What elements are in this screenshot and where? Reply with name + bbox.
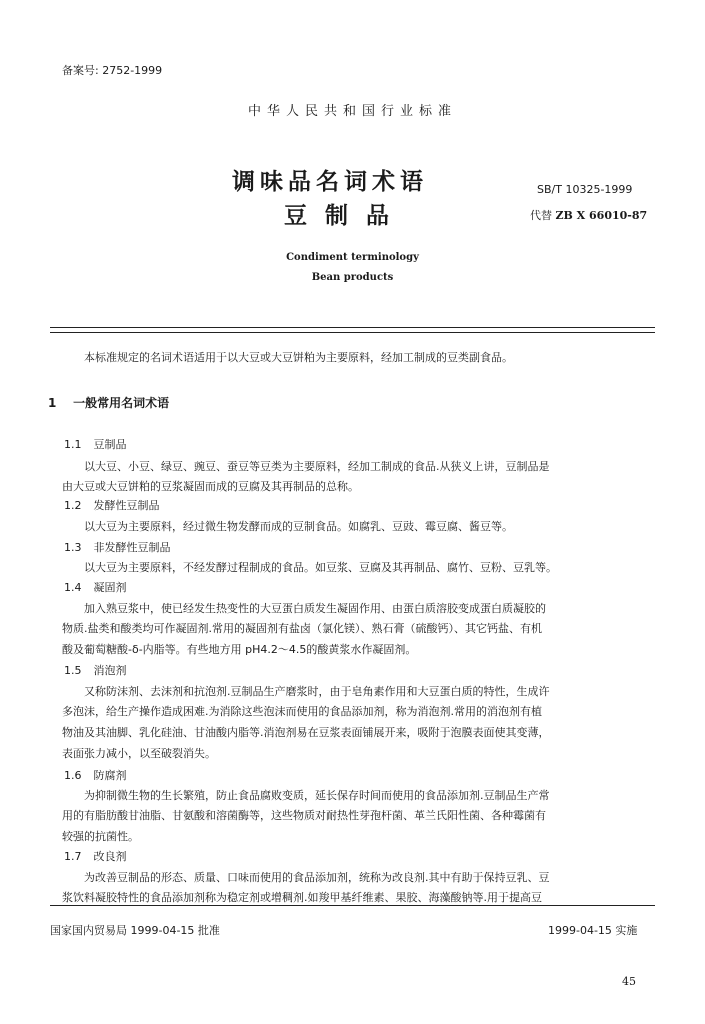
term-number: 1.5 [64, 664, 82, 677]
term-definition-line: 以大豆为主要原料，不经发酵过程制成的食品。如豆浆、豆腐及其再制品、腐竹、豆粉、豆乳等。 [84, 561, 557, 574]
term-title: 防腐剂 [93, 769, 127, 782]
filing-number: 备案号: 2752-1999 [62, 64, 163, 77]
implementation-date: 1999-04-15 实施 [548, 924, 638, 937]
term-heading [64, 539, 171, 555]
scope-statement: 本标准规定的名词术语适用于以大豆或大豆饼粕为主要原料，经加工制成的豆类副食品。 [84, 351, 513, 364]
term-heading [64, 497, 160, 513]
term-heading [64, 436, 127, 452]
term-heading [64, 767, 127, 783]
term-definition-line: 以大豆、小豆、绿豆、豌豆、蚕豆等豆类为主要原料，经加工制成的食品.从狭义上讲，豆制品是 [84, 460, 550, 473]
header-rule-top [50, 327, 655, 328]
document-title-line2: 豆制品 [284, 203, 407, 229]
document-title-line1: 调味品名词术语 [232, 169, 428, 195]
term-number: 1.4 [64, 581, 82, 594]
term-title: 豆制品 [93, 438, 127, 451]
approval-date: 国家国内贸易局 1999-04-15 批准 [50, 924, 220, 937]
footer-rule [50, 905, 655, 906]
standard-number: SB/T 10325-1999 [537, 183, 633, 196]
term-definition-line: 物油及其油脚、乳化硅油、甘油酸内脂等.消泡剂易在豆浆表面铺展开来，吸附于泡膜表面使其变薄， [62, 726, 550, 739]
term-definition-line: 较强的抗菌性。 [62, 830, 139, 843]
english-title-line2: Bean products [311, 272, 394, 283]
section-title: 一般常用名词术语 [73, 396, 170, 410]
term-definition-line: 加入熟豆浆中，使已经发生热变性的大豆蛋白质发生凝固作用、由蛋白质溶胶变成蛋白质凝胶的 [84, 602, 546, 615]
term-number: 1.1 [64, 438, 82, 451]
term-title: 消泡剂 [93, 664, 127, 677]
term-number: 1.6 [64, 769, 82, 782]
term-heading [64, 662, 127, 678]
term-heading [64, 579, 127, 595]
term-definition-line: 以大豆为主要原料，经过微生物发酵而成的豆制食品。如腐乳、豆豉、霉豆腐、酱豆等。 [84, 520, 513, 533]
issuer-heading: 中华人民共和国行业标准 [247, 104, 457, 119]
term-definition-line: 为改善豆制品的形态、质量、口味而使用的食品添加剂，统称为改良剂.其中有助于保持豆乳、豆 [84, 871, 550, 884]
english-title-line1: Condiment terminology [286, 252, 419, 263]
term-number: 1.2 [64, 499, 82, 512]
replaces-code: ZB X 66010-87 [555, 209, 648, 222]
term-definition-line: 酸及葡萄糖酸-δ-内脂等。有些地方用 pH4.2～4.5的酸黄浆水作凝固剂。 [62, 643, 417, 656]
term-heading [64, 848, 127, 864]
term-definition-line: 用的有脂肪酸甘油脂、甘氨酸和溶菌酶等，这些物质对耐热性芽孢杆菌、革兰氏阳性菌、各种霉菌有 [62, 809, 546, 822]
term-definition-line: 又称防沫剂、去沫剂和抗泡剂.豆制品生产磨浆时，由于皂角素作用和大豆蛋白质的特性，生成许 [84, 685, 550, 698]
replaces-prefix: 代替 [530, 209, 552, 222]
term-title: 改良剂 [93, 850, 127, 863]
term-number: 1.7 [64, 850, 82, 863]
header-rule-bottom [50, 332, 655, 333]
term-definition-line: 浆饮料凝胶特性的食品添加剂称为稳定剂或增稠剂.如羧甲基纤维素、果胶、海藻酸钠等.用于提高豆 [62, 891, 542, 904]
term-definition-line: 物质.盐类和酸类均可作凝固剂.常用的凝固剂有盐卤（氯化镁）、熟石膏（硫酸钙）、其它钙盐、有机 [62, 622, 542, 635]
term-definition-line: 多泡沫，给生产操作造成困难.为消除这些泡沫而使用的食品添加剂，称为消泡剂.常用的消泡剂有植 [62, 705, 542, 718]
term-number: 1.3 [64, 541, 82, 554]
term-title: 凝固剂 [93, 581, 127, 594]
section-heading [48, 394, 169, 411]
page-number: 45 [622, 975, 636, 988]
replaces-standard [530, 207, 647, 223]
section-number: 1 [48, 396, 57, 410]
term-title: 发酵性豆制品 [93, 499, 160, 512]
term-title: 非发酵性豆制品 [93, 541, 171, 554]
term-definition-line: 由大豆或大豆饼粕的豆浆凝固而成的豆腐及其再制品的总称。 [62, 480, 359, 493]
term-definition-line: 为抑制微生物的生长繁殖，防止食品腐败变质，延长保存时间而使用的食品添加剂.豆制品生产常 [84, 789, 550, 802]
term-definition-line: 表面张力减小，以至破裂消失。 [62, 747, 216, 760]
